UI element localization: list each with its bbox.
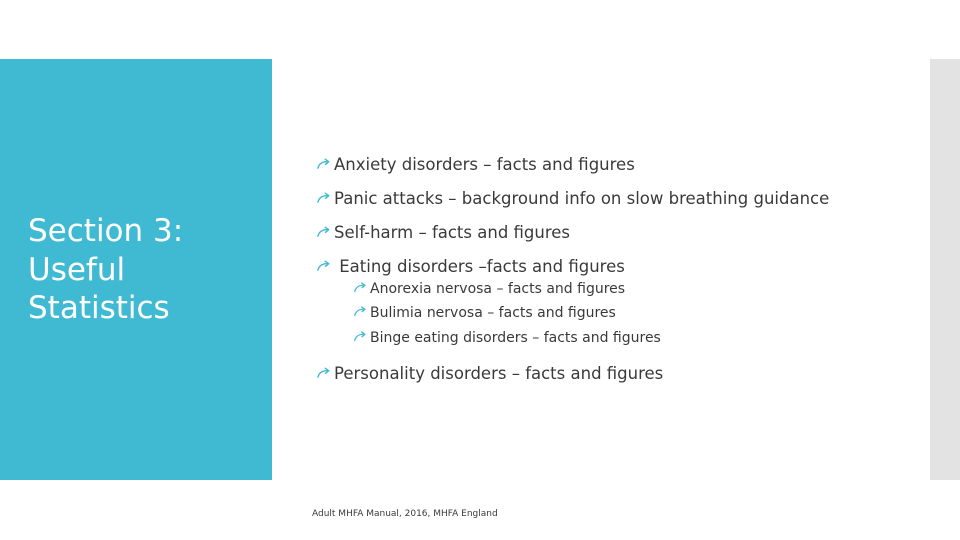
bullet-text: Bulimia nervosa – facts and figures — [370, 305, 616, 321]
sub-bullet-item — [353, 305, 616, 321]
bullet-item — [316, 189, 829, 208]
bullet-item — [316, 223, 570, 242]
bullet-text: Self-harm – facts and figures — [334, 223, 571, 242]
bullet-text: Personality disorders – facts and figures — [334, 364, 664, 383]
bullet-text: Binge eating disorders – facts and figures — [370, 330, 661, 346]
bullet-item — [316, 364, 663, 383]
footer-citation: Adult MHFA Manual, 2016, MHFA England — [312, 509, 498, 519]
arrow-bullet-icon — [316, 192, 331, 204]
bullet-text: Anxiety disorders – facts and figures — [334, 155, 635, 174]
arrow-bullet-icon — [353, 306, 367, 317]
right-side-bar — [930, 59, 960, 480]
sub-bullet-item — [353, 330, 661, 346]
arrow-bullet-icon — [316, 260, 331, 272]
slide-title-line: Useful — [28, 251, 126, 288]
slide-title-line: Section 3: — [28, 213, 184, 249]
slide-title — [28, 212, 258, 328]
bullet-text: Anorexia nervosa – facts and figures — [370, 281, 626, 297]
bullet-text: Eating disorders –facts and figures — [334, 257, 625, 276]
bullet-text: Panic attacks – background info on slow breathing guidance — [334, 189, 830, 208]
slide-title-line: Statistics — [28, 290, 170, 326]
arrow-bullet-icon — [316, 367, 331, 379]
sub-bullet-item — [353, 281, 625, 297]
arrow-bullet-icon — [353, 282, 367, 293]
bullet-item — [316, 257, 625, 276]
arrow-bullet-icon — [316, 158, 331, 170]
arrow-bullet-icon — [316, 226, 331, 238]
arrow-bullet-icon — [353, 331, 367, 342]
bullet-item — [316, 155, 635, 174]
